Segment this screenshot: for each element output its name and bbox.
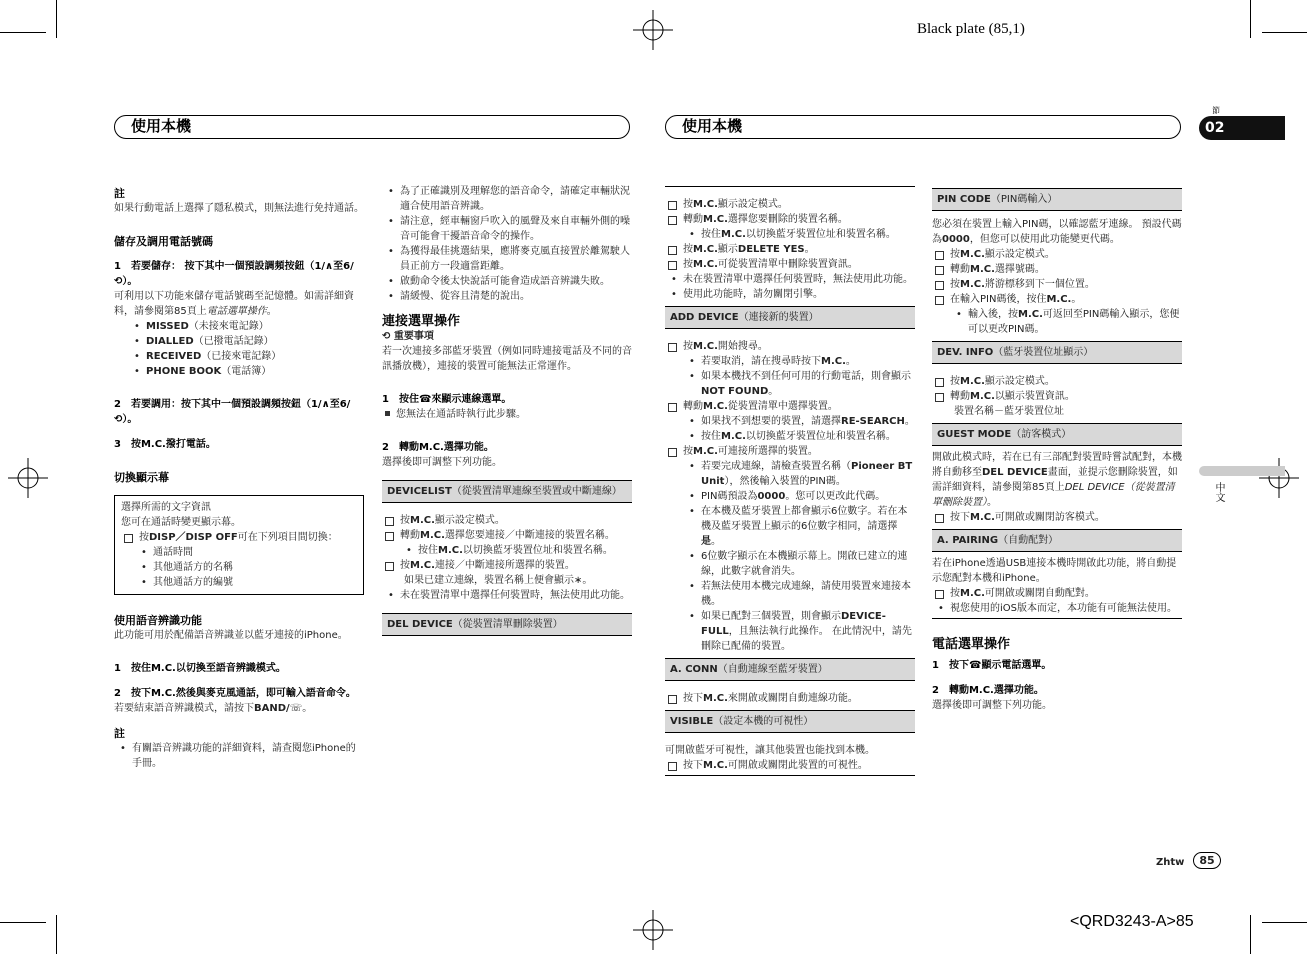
step-item: 按DISP／DISP OFF可在下列項目間切換： bbox=[121, 530, 357, 545]
sub-item: • 如果本機找不到任何可用的行動電話，則會顯示NOT FOUND。 bbox=[683, 369, 915, 399]
cross-reference-link[interactable]: 電話選單操作 bbox=[206, 306, 267, 317]
sub-item: • 若無法使用本機完成連線，請使用裝置來連接本機。 bbox=[683, 579, 915, 609]
section-text: 您必須在裝置上輸入PIN碼，以確認藍牙連線。 預設代碼為0000，但您可以使用此功能變更代碼。 bbox=[932, 219, 1182, 245]
step-item: 轉動M.C.選擇您要刪除的裝置名稱。 bbox=[665, 212, 915, 227]
step-text: 選擇後即可調整下列功能。 bbox=[382, 457, 502, 468]
step-item: 按M.C.顯示DELETE YES。 bbox=[665, 242, 915, 257]
step-item: 按M.C.顯示設定模式。 bbox=[932, 374, 1182, 389]
step-title: 1 若要儲存： 按下其中一個預設調頻按鈕（1/∧至6/⟲）。 bbox=[114, 261, 354, 287]
step-item: 按M.C.可從裝置清單中刪除裝置資訊。 bbox=[665, 257, 915, 272]
section-number-badge: 02 bbox=[1199, 116, 1285, 140]
step-title: 1 按住☎來顯示連線選單。 bbox=[382, 394, 512, 405]
phone-icon: ☎ bbox=[968, 660, 982, 671]
function-bar-guest-mode: GUEST MODE（訪客模式） bbox=[932, 423, 1182, 446]
note-item: • 使用此功能時，請勿關閉引擎。 bbox=[665, 287, 915, 302]
display-info-box: 選擇所需的文字資訊 您可在通話時變更顯示幕。 按DISP／DISP OFF可在下列項目間切換： • 通話時間 • 其他通話方的名稱 • 其他通話方的編號 bbox=[114, 495, 364, 595]
note-item: • 未在裝置清單中選擇任何裝置時，無法使用此功能。 bbox=[382, 588, 632, 603]
list-item: • 通話時間 bbox=[135, 545, 357, 560]
step-item: 按M.C.可連接所選擇的裝置。 bbox=[665, 444, 915, 459]
crop-mark bbox=[1250, 0, 1251, 38]
function-bar-del-device: DEL DEVICE（從裝置清單刪除裝置） bbox=[382, 613, 632, 636]
warning-icon: ⟲ bbox=[382, 331, 391, 342]
sub-item: • 若要完成連線，請檢查裝置名稱（Pioneer BT Unit），然後輸入裝置的PIN碼。 bbox=[683, 459, 915, 489]
step-title: 3 按M.C.撥打電話。 bbox=[114, 439, 216, 450]
step-item: 按下M.C.來開啟或關閉自動連線功能。 bbox=[665, 691, 915, 706]
section-text: 此功能可用於配備語音辨識並以藍牙連接的iPhone。 bbox=[114, 630, 348, 641]
function-bar-dev-info: DEV. INFO（藍牙裝置位址顯示） bbox=[932, 341, 1182, 364]
page-number: 85 bbox=[1193, 852, 1221, 869]
function-bar-pin-code: PIN CODE（PIN碼輸入） bbox=[932, 188, 1182, 211]
list-item: • MISSED（未接來電記錄） bbox=[128, 319, 364, 334]
function-bar-a-conn: A. CONN（自動連線至藍牙裝置） bbox=[665, 658, 915, 681]
step-item: 按M.C.將游標移到下一個位置。 bbox=[932, 277, 1182, 292]
step-item: 按下M.C.可開啟或關閉此裝置的可視性。 bbox=[665, 758, 915, 773]
note-item: • 視您使用的iOS版本而定，本功能有可能無法使用。 bbox=[932, 601, 1182, 616]
step-item: 按M.C.可開啟或關閉自動配對。 bbox=[932, 586, 1182, 601]
sub-item: • 在本機及藍牙裝置上都會顯示6位數字。若在本機及藍牙裝置上顯示的6位數字相同，請選擇是。 bbox=[683, 504, 915, 549]
function-bar-a-pairing: A. PAIRING（自動配對） bbox=[932, 529, 1182, 552]
function-bar-visible: VISIBLE（設定本機的可視性） bbox=[665, 710, 915, 733]
step-text: 可利用以下功能來儲存電話號碼至記憶體。如需詳細資料，請參閱第85頁上電話選單操作。 bbox=[114, 291, 354, 317]
section-title: 切換顯示幕 bbox=[114, 471, 169, 484]
step-note: 您無法在通話時執行此步驟。 bbox=[382, 407, 632, 422]
document-code: <QRD3243-A>85 bbox=[1070, 913, 1194, 930]
footer-language: Zhtw bbox=[1156, 857, 1185, 868]
list-item: • 其他通話方的名稱 bbox=[135, 560, 357, 575]
registration-mark-icon bbox=[633, 910, 673, 950]
step-item: 按M.C.顯示設定模式。 bbox=[932, 247, 1182, 262]
sub-item: • 輸入後，按M.C.可返回至PIN碼輸入顯示，您便可以更改PIN碼。 bbox=[950, 307, 1182, 337]
sub-item: • PIN碼預設為0000。您可以更改此代碼。 bbox=[683, 489, 915, 504]
section-title: 連接選單操作 bbox=[382, 314, 461, 329]
section-title: 使用語音辨識功能 bbox=[114, 614, 202, 627]
tip-item: • 啟動命令後太快說話可能會造成語音辨識失敗。 bbox=[382, 274, 632, 289]
function-bar-devicelist: DEVICELIST（從裝置清單連線至裝置或中斷連線） bbox=[382, 480, 632, 503]
column-3 bbox=[665, 186, 915, 776]
step-item: 轉動M.C.選擇號碼。 bbox=[932, 262, 1182, 277]
step-text: 若要結束語音辨識模式，請按下BAND/☏。 bbox=[114, 703, 313, 714]
section-text: 開啟此模式時，若在已有三部配對裝置時嘗試配對，本機將自動移至DEL DEVICE畫面，並提示您刪除裝置，如需詳細資料，請參閱第85頁上DEL DEVICE（從裝置清單刪除裝置）。 bbox=[932, 452, 1182, 508]
sub-item: • 若要取消，請在搜尋時按下M.C.。 bbox=[683, 354, 915, 369]
language-tab bbox=[1199, 466, 1285, 476]
section-title: 電話選單操作 bbox=[932, 637, 1011, 652]
step-title: 1 按住M.C.以切換至語音辨識模式。 bbox=[114, 663, 286, 674]
step-item: 按M.C.顯示設定模式。 bbox=[665, 197, 915, 212]
crop-mark bbox=[0, 922, 46, 923]
step-text: 如果已建立連線，裝置名稱上便會顯示∗。 bbox=[404, 575, 593, 586]
page-header-right: 使用本機 bbox=[665, 115, 1181, 139]
sub-item: • 按住M.C.以切換藍牙裝置位址和裝置名稱。 bbox=[400, 543, 632, 558]
list-item: • 其他通話方的編號 bbox=[135, 575, 357, 590]
page-header-left: 使用本機 bbox=[114, 115, 630, 139]
section-text: 若在iPhone透過USB連接本機時開啟此功能，將自動提示您配對本機和iPhone。 bbox=[932, 558, 1177, 584]
step-text: 選擇後即可調整下列功能。 bbox=[932, 700, 1052, 711]
tip-item: • 為獲得最佳挑選結果，應將麥克風直接置於離駕駛人員正前方一段適當距離。 bbox=[382, 244, 632, 274]
important-text: 若一次連接多部藍牙裝置（例如同時連接電話及不同的音訊播放機），連接的裝置可能無法正常運作。 bbox=[382, 346, 632, 372]
step-title: 2 轉動M.C.選擇功能。 bbox=[382, 442, 494, 453]
sub-item: • 按住M.C.以切換藍牙裝置位址和裝置名稱。 bbox=[683, 227, 915, 242]
tip-item: • 請注意，經車輛窗戶吹入的風聲及來自車輛外側的噪音可能會干擾語音命令的操作。 bbox=[382, 214, 632, 244]
phone-icon: ☏ bbox=[289, 703, 303, 714]
note-item: • 未在裝置清單中選擇任何裝置時，無法使用此功能。 bbox=[665, 272, 915, 287]
list-item: • DIALLED（已撥電話記錄） bbox=[128, 334, 364, 349]
crop-mark bbox=[0, 32, 46, 33]
sub-item: • 6位數字顯示在本機顯示幕上。開啟已建立的連線，此數字就會消失。 bbox=[683, 549, 915, 579]
note-text: • 有關語音辨識功能的詳細資料，請查閱您iPhone的手冊。 bbox=[114, 741, 364, 771]
step-title: 1 按下☎顯示電話選單。 bbox=[932, 660, 1052, 671]
step-item: 按M.C.顯示設定模式。 bbox=[382, 513, 632, 528]
column-4 bbox=[932, 188, 1182, 713]
list-item: • PHONE BOOK（電話簿） bbox=[128, 364, 364, 379]
sub-item: • 按住M.C.以切換藍牙裝置位址和裝置名稱。 bbox=[683, 429, 915, 444]
step-title: 2 轉動M.C.選擇功能。 bbox=[932, 685, 1044, 696]
important-note: ⟲ 重要事項 bbox=[382, 331, 434, 342]
crop-mark bbox=[56, 0, 57, 38]
language-label: 中文 bbox=[1213, 482, 1224, 502]
crop-mark bbox=[1262, 32, 1307, 33]
column-1 bbox=[114, 186, 364, 771]
step-item: 按下M.C.可開啟或關閉訪客模式。 bbox=[932, 510, 1182, 525]
step-item: 轉動M.C.選擇您要連接／中斷連接的裝置名稱。 bbox=[382, 528, 632, 543]
cross-reference-link[interactable]: DEL DEVICE（從裝置清單刪除裝置） bbox=[932, 482, 1175, 508]
step-title: 2 若要調用：按下其中一個預設調頻按鈕（1/∧至6/⟲）。 bbox=[114, 399, 351, 425]
column-2 bbox=[382, 184, 632, 636]
crop-mark bbox=[56, 915, 57, 954]
plate-label: Black plate (85,1) bbox=[917, 21, 1025, 37]
step-item: 轉動M.C.從裝置清單中選擇裝置。 bbox=[665, 399, 915, 414]
tip-item: • 請緩慢、從容且清楚的說出。 bbox=[382, 289, 632, 304]
step-title: 2 按下M.C.然後與麥克風通話，即可輸入語音命令。 bbox=[114, 688, 356, 699]
phone-icon: ☎ bbox=[418, 394, 432, 405]
step-text: 裝置名稱－藍牙裝置位址 bbox=[954, 406, 1064, 417]
section-label: 節 bbox=[1212, 106, 1220, 115]
step-item: 按M.C.開始搜尋。 bbox=[665, 339, 915, 354]
note-title: 註 bbox=[114, 187, 125, 200]
sub-item: • 如果已配對三個裝置，則會顯示DEVICE-FULL，且無法執行此操作。 在此情況中，請先刪除已配備的裝置。 bbox=[683, 609, 915, 654]
step-item: 轉動M.C.以顯示裝置資訊。 bbox=[932, 389, 1182, 404]
tip-item: • 為了正確識別及理解您的語音命令，請確定車輛狀況適合使用語音辨識。 bbox=[382, 184, 632, 214]
crop-mark bbox=[1250, 915, 1251, 954]
crop-mark bbox=[1262, 922, 1307, 923]
registration-mark-icon bbox=[8, 458, 48, 498]
registration-mark-icon bbox=[633, 10, 673, 50]
section-text: 可開啟藍牙可視性，讓其他裝置也能找到本機。 bbox=[665, 745, 875, 756]
note-title: 註 bbox=[114, 727, 125, 740]
section-title: 儲存及調用電話號碼 bbox=[114, 235, 213, 248]
function-bar-add-device: ADD DEVICE（連接新的裝置） bbox=[665, 306, 915, 329]
sub-item: • 如果找不到想要的裝置，請選擇RE-SEARCH。 bbox=[683, 414, 915, 429]
note-text: 如果行動電話上選擇了隱私模式，則無法進行免持通話。 bbox=[114, 203, 364, 214]
list-item: • RECEIVED（已接來電記錄） bbox=[128, 349, 364, 364]
step-item: 按M.C.連接／中斷連接所選擇的裝置。 bbox=[382, 558, 632, 573]
registration-mark-icon bbox=[1259, 458, 1299, 498]
step-item: 在輸入PIN碼後，按住M.C.。 bbox=[932, 292, 1182, 307]
